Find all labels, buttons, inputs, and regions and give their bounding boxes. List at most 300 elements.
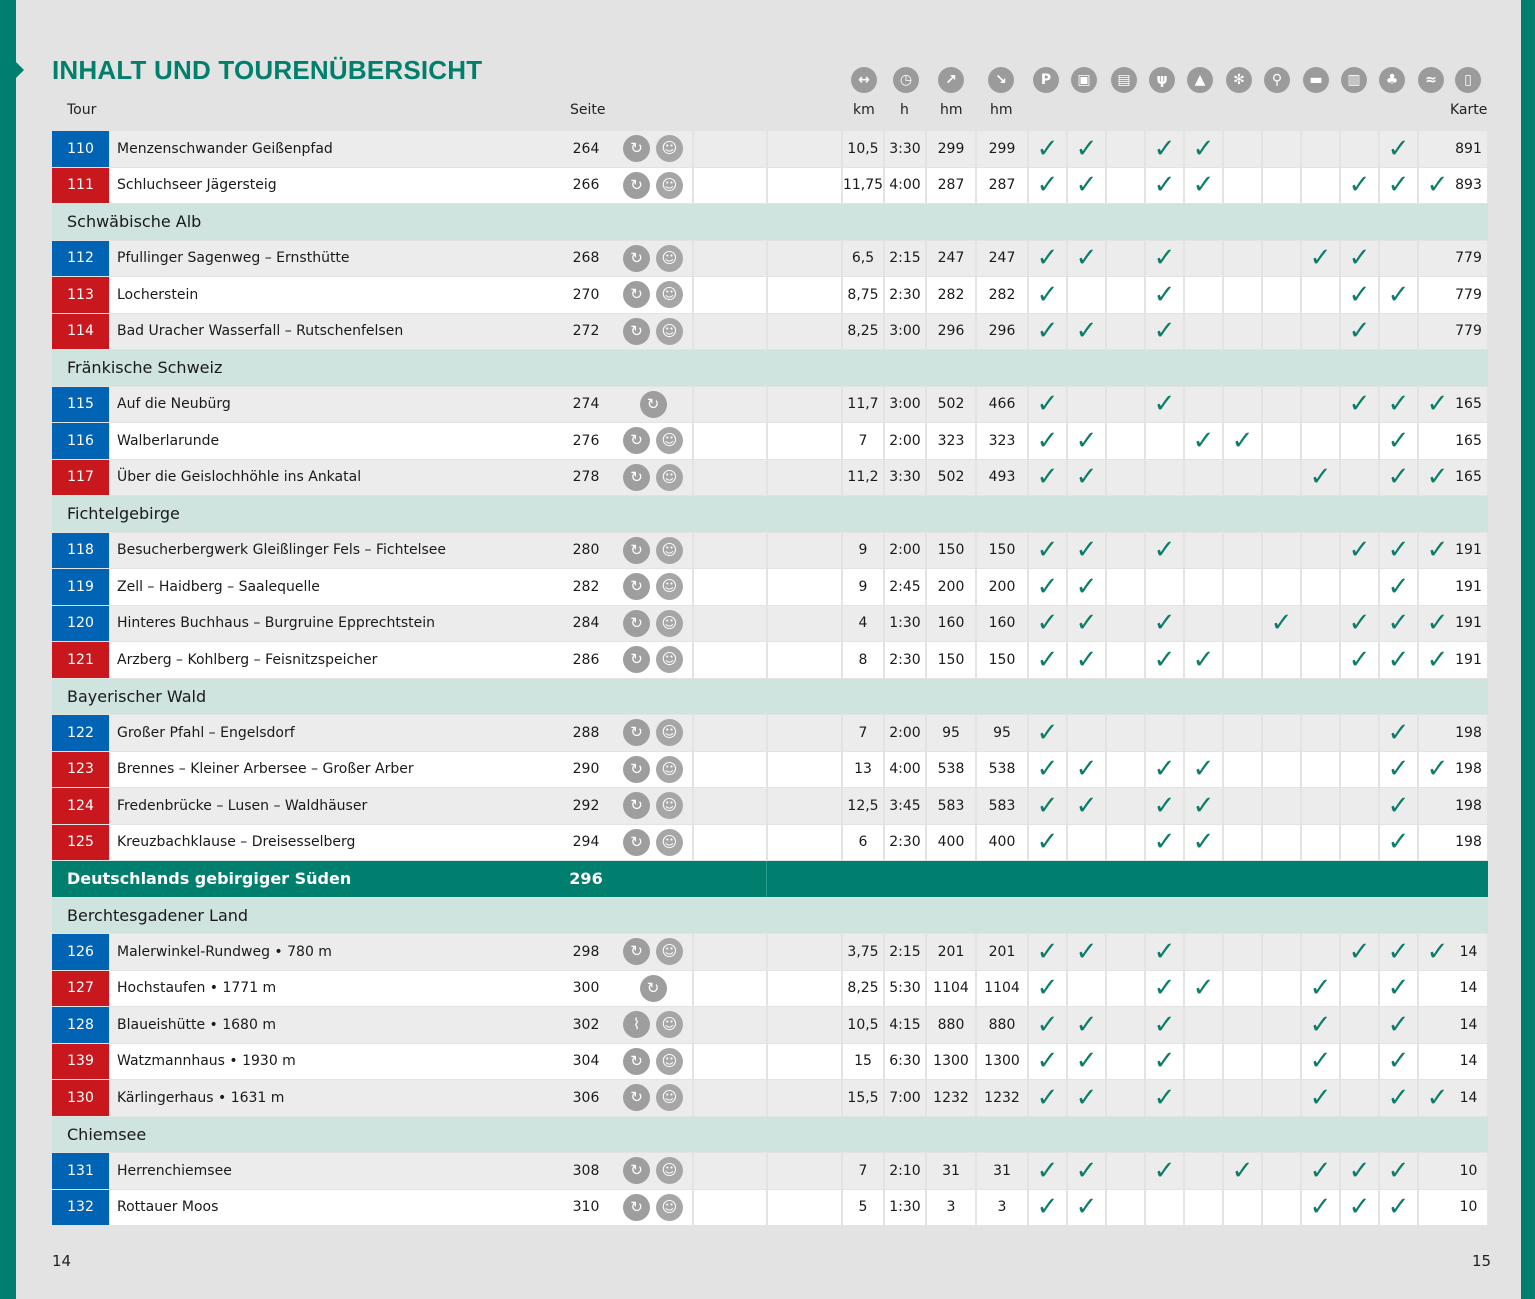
culture-icon: ▥ (1341, 67, 1367, 93)
feature-cell (1341, 387, 1378, 423)
feature-cell (1224, 971, 1261, 1007)
tour-map: 198 (1450, 752, 1487, 788)
tour-type-icons (614, 460, 692, 496)
tour-map: 165 (1450, 423, 1487, 459)
tour-name: Auf die Neubürg (110, 387, 617, 423)
checkmark-icon: ✓ (1348, 279, 1371, 310)
feature-cell (1146, 241, 1183, 277)
feature-cell (1263, 533, 1300, 569)
tour-type-icons (614, 1044, 692, 1080)
section-page: 296 (569, 869, 603, 889)
tour-name: Bad Uracher Wasserfall – Rutschenfelsen (110, 314, 617, 350)
tour-ascent: 247 (927, 241, 975, 277)
checkmark-icon: ✓ (1036, 973, 1059, 1004)
kids-bear-icon: ☺ (656, 172, 683, 199)
empty-cell (768, 715, 841, 751)
feature-cell (1302, 460, 1339, 496)
feature-cell (1224, 168, 1261, 204)
tour-row (52, 1190, 1488, 1227)
tour-name: Fredenbrücke – Lusen – Waldhäuser (110, 788, 617, 824)
feature-cell (1380, 606, 1417, 642)
tour-type-icons (614, 752, 692, 788)
tour-km: 15 (843, 1044, 883, 1080)
checkmark-icon: ✓ (1036, 1155, 1059, 1186)
tour-row (52, 569, 1488, 606)
checkmark-icon: ✓ (1036, 316, 1059, 347)
tour-km: 6,5 (843, 241, 883, 277)
feature-cell (1146, 387, 1183, 423)
tour-km: 3,75 (843, 934, 883, 970)
empty-cell (694, 825, 766, 861)
feature-cell (1380, 387, 1417, 423)
feature-cell (1302, 971, 1339, 1007)
tour-duration: 7:00 (885, 1080, 925, 1116)
tour-page: 268 (560, 241, 612, 277)
feature-cell (1341, 1080, 1378, 1116)
checkmark-icon: ✓ (1387, 389, 1410, 420)
tour-km: 10,5 (843, 1007, 883, 1043)
tour-row (52, 934, 1488, 971)
tour-row (52, 131, 1488, 168)
feature-cell (1224, 715, 1261, 751)
feature-cell (1185, 788, 1222, 824)
checkmark-icon: ✓ (1309, 1046, 1332, 1077)
feature-cell (1185, 825, 1222, 861)
feature-cell (1068, 971, 1105, 1007)
feature-cell (1263, 387, 1300, 423)
tour-descent: 880 (977, 1007, 1027, 1043)
feature-cell (1341, 825, 1378, 861)
tour-type-icons (614, 569, 692, 605)
feature-cell (1185, 715, 1222, 751)
feature-cell (1146, 1080, 1183, 1116)
feature-cell (1068, 314, 1105, 350)
swimming-icon: ≈ (1418, 67, 1444, 93)
tour-name: Herrenchiemsee (110, 1153, 617, 1189)
feature-cell (1341, 715, 1378, 751)
tour-number: 127 (52, 971, 109, 1007)
region-name: Bayerischer Wald (52, 679, 1488, 715)
kids-bear-icon: ☺ (656, 1157, 683, 1184)
tour-ascent: 31 (927, 1153, 975, 1189)
feature-cell (1341, 533, 1378, 569)
feature-cell (1107, 642, 1144, 678)
tour-descent: 287 (977, 168, 1027, 204)
region-header (52, 496, 1488, 533)
feature-cell (1263, 752, 1300, 788)
feature-cell (1224, 387, 1261, 423)
checkmark-icon: ✓ (1153, 316, 1176, 347)
feature-cell (1146, 314, 1183, 350)
tour-row (52, 606, 1488, 643)
kids-bear-icon: ☺ (656, 1048, 683, 1075)
feature-cell (1068, 642, 1105, 678)
tour-descent: 296 (977, 314, 1027, 350)
col-seite-header: Seite (570, 102, 606, 118)
feature-cell (1185, 387, 1222, 423)
feature-cell (1068, 606, 1105, 642)
checkmark-icon: ✓ (1036, 644, 1059, 675)
round-tour-icon: ↻ (623, 829, 650, 856)
tour-type-icons (614, 971, 692, 1007)
feature-cell (1263, 606, 1300, 642)
tour-name: Schluchseer Jägersteig (110, 168, 617, 204)
feature-cell (1302, 1007, 1339, 1043)
checkmark-icon: ✓ (1036, 790, 1059, 821)
feature-cell (1380, 934, 1417, 970)
empty-cell (694, 277, 766, 313)
feature-cell (1068, 1044, 1105, 1080)
parking-icon: P (1033, 67, 1059, 93)
tour-ascent: 150 (927, 533, 975, 569)
tour-descent: 583 (977, 788, 1027, 824)
empty-cell (768, 569, 841, 605)
page-title: INHALT UND TOURENÜBERSICHT (52, 55, 483, 85)
region-name: Fränkische Schweiz (52, 350, 1488, 386)
tour-page: 292 (560, 788, 612, 824)
checkmark-icon: ✓ (1075, 243, 1098, 274)
tour-row (52, 1007, 1488, 1044)
col-km-header: km (853, 102, 875, 118)
checkmark-icon: ✓ (1036, 425, 1059, 456)
feature-cell (1380, 752, 1417, 788)
tour-name: Kreuzbachklause – Dreisesselberg (110, 825, 617, 861)
tour-map: 14 (1450, 934, 1487, 970)
tour-page: 304 (560, 1044, 612, 1080)
tour-row (52, 314, 1488, 351)
feature-cell (1380, 788, 1417, 824)
checkmark-icon: ✓ (1348, 243, 1371, 274)
tour-map: 198 (1450, 788, 1487, 824)
feature-cell (1185, 1007, 1222, 1043)
feature-cell (1224, 1153, 1261, 1189)
feature-cell (1380, 131, 1417, 167)
tour-name: Hinteres Buchhaus – Burgruine Epprechtstein (110, 606, 617, 642)
checkmark-icon: ✓ (1426, 754, 1449, 785)
feature-cell (1263, 971, 1300, 1007)
feature-cell (1302, 423, 1339, 459)
tour-number: 114 (52, 314, 109, 350)
tour-name: Blaueishütte • 1680 m (110, 1007, 617, 1043)
feature-cell (1302, 241, 1339, 277)
feature-cell (1341, 1007, 1378, 1043)
tour-ascent: 200 (927, 569, 975, 605)
feature-cell (1185, 533, 1222, 569)
kids-bear-icon: ☺ (656, 427, 683, 454)
checkmark-icon: ✓ (1387, 279, 1410, 310)
tour-duration: 1:30 (885, 1190, 925, 1226)
summit-icon: ▲ (1187, 67, 1213, 93)
feature-cell (1380, 241, 1417, 277)
feature-cell (1146, 277, 1183, 313)
tour-km: 4 (843, 606, 883, 642)
kids-bear-icon: ☺ (656, 318, 683, 345)
tour-page: 278 (560, 460, 612, 496)
tour-type-icons (614, 241, 692, 277)
tour-number: 121 (52, 642, 109, 678)
feature-cell (1380, 1080, 1417, 1116)
feature-cell (1068, 387, 1105, 423)
empty-cell (694, 387, 766, 423)
feature-cell (1029, 934, 1066, 970)
ascent-icon: ↗ (938, 67, 964, 93)
tour-km: 6 (843, 825, 883, 861)
tour-map: 165 (1450, 460, 1487, 496)
empty-cell (694, 752, 766, 788)
tour-page: 288 (560, 715, 612, 751)
empty-cell (694, 168, 766, 204)
feature-cell (1380, 533, 1417, 569)
checkmark-icon: ✓ (1036, 170, 1059, 201)
checkmark-icon: ✓ (1348, 389, 1371, 420)
feature-cell (1341, 788, 1378, 824)
col-tour-header: Tour (67, 102, 97, 118)
section-divider (766, 861, 767, 897)
checkmark-icon: ✓ (1036, 608, 1059, 639)
feature-cell (1185, 168, 1222, 204)
tour-map: 893 (1450, 168, 1487, 204)
checkmark-icon: ✓ (1036, 535, 1059, 566)
tour-number: 128 (52, 1007, 109, 1043)
tour-map: 779 (1450, 241, 1487, 277)
empty-cell (768, 825, 841, 861)
feature-cell (1029, 533, 1066, 569)
feature-cell (1146, 971, 1183, 1007)
feature-cell (1146, 752, 1183, 788)
feature-cell (1224, 752, 1261, 788)
tour-km: 7 (843, 1153, 883, 1189)
feature-cell (1341, 569, 1378, 605)
feature-cell (1107, 1190, 1144, 1226)
feature-cell (1146, 1044, 1183, 1080)
feature-cell (1224, 314, 1261, 350)
feature-cell (1068, 1007, 1105, 1043)
checkmark-icon: ✓ (1309, 1192, 1332, 1223)
kids-bear-icon: ☺ (656, 464, 683, 491)
feature-cell (1107, 1044, 1144, 1080)
checkmark-icon: ✓ (1153, 790, 1176, 821)
kids-bear-icon: ☺ (656, 646, 683, 673)
feature-cell (1302, 1190, 1339, 1226)
tour-map: 14 (1450, 1080, 1487, 1116)
tour-type-icons (614, 1153, 692, 1189)
tour-ascent: 400 (927, 825, 975, 861)
tour-map: 165 (1450, 387, 1487, 423)
tour-ascent: 323 (927, 423, 975, 459)
feature-cell (1068, 423, 1105, 459)
feature-cell (1263, 1080, 1300, 1116)
tour-duration: 2:15 (885, 241, 925, 277)
checkmark-icon: ✓ (1075, 1046, 1098, 1077)
feature-cell (1263, 1007, 1300, 1043)
checkmark-icon: ✓ (1348, 1155, 1371, 1186)
feature-cell (1029, 1080, 1066, 1116)
right-edge-bar (1521, 0, 1535, 1299)
empty-cell (694, 1153, 766, 1189)
feature-cell (1185, 277, 1222, 313)
tour-descent: 150 (977, 533, 1027, 569)
nature-icon: ♣ (1379, 67, 1405, 93)
tour-page: 310 (560, 1190, 612, 1226)
tour-row (52, 788, 1488, 825)
feature-cell (1029, 715, 1066, 751)
feature-cell (1380, 715, 1417, 751)
tour-page: 282 (560, 569, 612, 605)
tour-descent: 400 (977, 825, 1027, 861)
feature-cell (1146, 825, 1183, 861)
feature-cell (1185, 971, 1222, 1007)
feature-cell (1029, 1190, 1066, 1226)
feature-cell (1107, 387, 1144, 423)
feature-cell (1185, 460, 1222, 496)
checkmark-icon: ✓ (1036, 717, 1059, 748)
checkmark-icon: ✓ (1309, 462, 1332, 493)
feature-cell (1107, 314, 1144, 350)
empty-cell (694, 569, 766, 605)
feature-cell (1029, 606, 1066, 642)
tour-name: Rottauer Moos (110, 1190, 617, 1226)
tour-descent: 247 (977, 241, 1027, 277)
feature-cell (1146, 569, 1183, 605)
tour-descent: 1232 (977, 1080, 1027, 1116)
checkmark-icon: ✓ (1153, 170, 1176, 201)
feature-cell (1185, 569, 1222, 605)
feature-cell (1341, 314, 1378, 350)
checkmark-icon: ✓ (1426, 462, 1449, 493)
left-edge-bar (0, 0, 16, 1299)
checkmark-icon: ✓ (1036, 571, 1059, 602)
round-tour-icon: ↻ (623, 245, 650, 272)
distance-icon: ↔ (851, 67, 877, 93)
checkmark-icon: ✓ (1192, 133, 1215, 164)
checkmark-icon: ✓ (1387, 973, 1410, 1004)
tour-type-icons (614, 533, 692, 569)
tour-type-icons (614, 423, 692, 459)
tour-km: 7 (843, 423, 883, 459)
checkmark-icon: ✓ (1426, 608, 1449, 639)
tour-map: 191 (1450, 569, 1487, 605)
overnight-icon: ▬ (1303, 67, 1329, 93)
feature-cell (1146, 460, 1183, 496)
tour-type-icons (614, 788, 692, 824)
feature-cell (1029, 131, 1066, 167)
tour-type-icons (614, 934, 692, 970)
feature-cell (1068, 1153, 1105, 1189)
feature-cell (1029, 387, 1066, 423)
checkmark-icon: ✓ (1075, 462, 1098, 493)
tour-name: Besucherbergwerk Gleißlinger Fels – Fichtelsee (110, 533, 617, 569)
tour-row (52, 423, 1488, 460)
feature-cell (1068, 1190, 1105, 1226)
tour-map: 14 (1450, 1007, 1487, 1043)
tour-duration: 2:45 (885, 569, 925, 605)
feature-cell (1029, 314, 1066, 350)
checkmark-icon: ✓ (1153, 827, 1176, 858)
kids-bear-icon: ☺ (656, 1084, 683, 1111)
region-name: Schwäbische Alb (52, 204, 1488, 240)
checkmark-icon: ✓ (1153, 936, 1176, 967)
tour-km: 7 (843, 715, 883, 751)
feature-cell (1263, 277, 1300, 313)
feature-cell (1341, 606, 1378, 642)
empty-cell (768, 241, 841, 277)
checkmark-icon: ✓ (1153, 1082, 1176, 1113)
checkmark-icon: ✓ (1387, 535, 1410, 566)
feature-cell (1380, 642, 1417, 678)
checkmark-icon: ✓ (1153, 535, 1176, 566)
tour-page: 270 (560, 277, 612, 313)
empty-cell (694, 131, 766, 167)
round-tour-icon: ↻ (623, 792, 650, 819)
feature-cell (1107, 131, 1144, 167)
tour-name: Über die Geislochhöhle ins Ankatal (110, 460, 617, 496)
feature-cell (1185, 241, 1222, 277)
tour-km: 9 (843, 533, 883, 569)
feature-cell (1341, 642, 1378, 678)
checkmark-icon: ✓ (1387, 1192, 1410, 1223)
feature-cell (1380, 460, 1417, 496)
feature-cell (1263, 934, 1300, 970)
checkmark-icon: ✓ (1348, 608, 1371, 639)
tour-number: 132 (52, 1190, 109, 1226)
checkmark-icon: ✓ (1075, 608, 1098, 639)
tour-page: 306 (560, 1080, 612, 1116)
tour-number: 117 (52, 460, 109, 496)
checkmark-icon: ✓ (1153, 243, 1176, 274)
feature-cell (1263, 569, 1300, 605)
checkmark-icon: ✓ (1426, 936, 1449, 967)
tour-km: 5 (843, 1190, 883, 1226)
tour-ascent: 287 (927, 168, 975, 204)
checkmark-icon: ✓ (1387, 754, 1410, 785)
tour-type-icons (614, 606, 692, 642)
feature-cell (1107, 460, 1144, 496)
tour-page: 266 (560, 168, 612, 204)
feature-cell (1185, 642, 1222, 678)
tour-map: 198 (1450, 825, 1487, 861)
empty-cell (768, 131, 841, 167)
page-number-right: 15 (1472, 1252, 1492, 1270)
feature-cell (1263, 460, 1300, 496)
tour-duration: 2:00 (885, 715, 925, 751)
feature-cell (1068, 569, 1105, 605)
checkmark-icon: ✓ (1387, 608, 1410, 639)
feature-cell (1224, 460, 1261, 496)
empty-cell (694, 1044, 766, 1080)
feature-cell (1107, 606, 1144, 642)
feature-cell (1341, 241, 1378, 277)
tour-page: 274 (560, 387, 612, 423)
feature-cell (1107, 971, 1144, 1007)
checkmark-icon: ✓ (1387, 1046, 1410, 1077)
checkmark-icon: ✓ (1153, 754, 1176, 785)
checkmark-icon: ✓ (1075, 535, 1098, 566)
tour-page: 272 (560, 314, 612, 350)
tour-ascent: 502 (927, 460, 975, 496)
feature-cell (1302, 314, 1339, 350)
feature-cell (1341, 277, 1378, 313)
feature-cell (1263, 788, 1300, 824)
feature-cell (1107, 788, 1144, 824)
feature-cell (1068, 1080, 1105, 1116)
feature-cell (1380, 569, 1417, 605)
checkmark-icon: ✓ (1153, 133, 1176, 164)
checkmark-icon: ✓ (1348, 170, 1371, 201)
tour-ascent: 201 (927, 934, 975, 970)
feature-cell (1224, 533, 1261, 569)
tour-row (52, 1080, 1488, 1117)
restaurant-icon: ψ (1149, 67, 1175, 93)
